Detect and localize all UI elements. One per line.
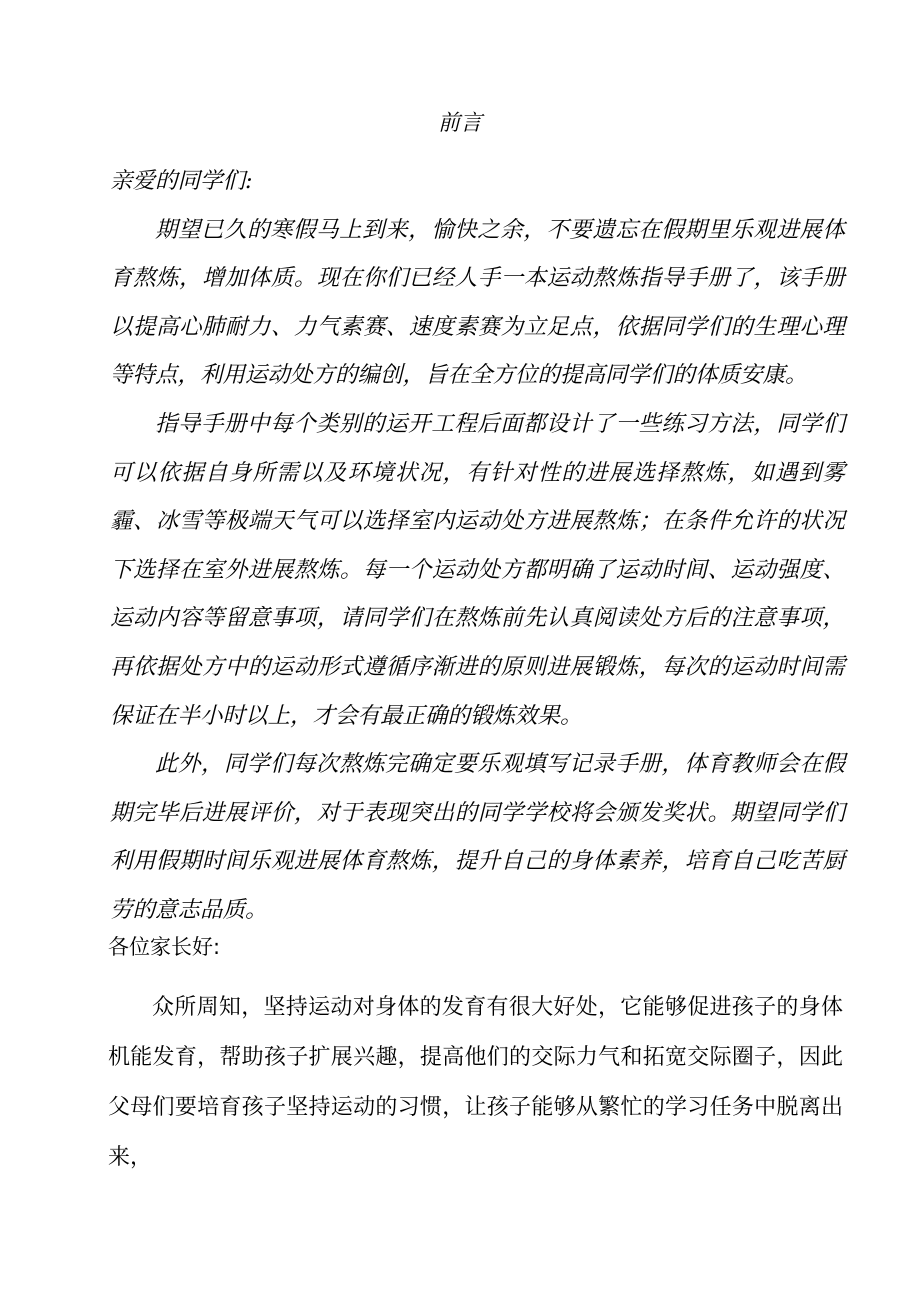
- students-paragraph-2: 指导手册中每个类别的运开工程后面都设计了一些练习方法，同学们可以依据自身所需以及环境状况，有针对性的进展选择熬炼，如遇到雾霾、冰雪等极端天气可以选择室内运动处方进展熬炼；在条件允许的状况下选择在室外进展熬炼。每一个运动处方都明确了运动时间、运动强度、运动内容等留意事项，请同学们在熬炼前先认真阅读处方后的注意事项，再依据处方中的运动形式遵循序渐进的原则进展锻炼，每次的运动时间需保证在半小时以上，才会有最正确的锻炼效果。: [110, 410, 845, 729]
- students-greeting: 亲爱的同学们:: [110, 168, 253, 194]
- page-title: 前言: [437, 111, 482, 136]
- parents-greeting: 各位家长好:: [108, 935, 221, 959]
- students-paragraph-1: 期望已久的寒假马上到来，愉快之余，不要遗忘在假期里乐观进展体育熬炼，增加体质。现在你们已经人手一本运动熬炼指导手册了，该手册以提高心肺耐力、力气素赛、速度素赛为立足点，依据同学们的生理心理等特点，利用运动处方的编创，旨在全方位的提高同学们的体质安康。: [110, 216, 845, 389]
- parents-paragraph: 众所周知，坚持运动对身体的发育有很大好处，它能够促进孩子的身体机能发育，帮助孩子扩展兴趣，提高他们的交际力气和拓宽交际圈子，因此父母们要培育孩子坚持运动的习惯，让孩子能够从繁忙的学习任务中脱离出来，: [108, 995, 843, 1170]
- students-paragraph-3: 此外，同学们每次熬炼完确定要乐观填写记录手册，体育教师会在假期完毕后进展评价，对于表现突出的同学学校将会颁发奖状。期望同学们利用假期时间乐观进展体育熬炼，提升自己的身体素养，培育自己吃苦厨劳的意志品质。: [110, 751, 845, 923]
- students-letter: [110, 157, 845, 935]
